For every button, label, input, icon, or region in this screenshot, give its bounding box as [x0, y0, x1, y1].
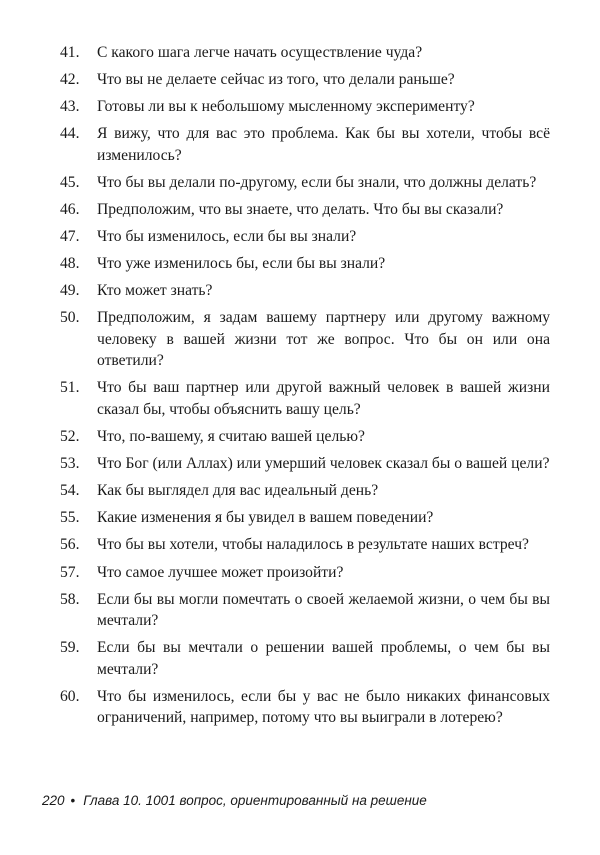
question-item	[60, 377, 550, 420]
footer-bullet: •	[70, 793, 76, 808]
question-text: Я вижу, что для вас это проблема. Как бы вы хотели, чтобы всё изменилось?	[97, 125, 550, 164]
question-number: 54.	[60, 482, 80, 500]
question-text: Что бы изменилось, если бы у вас не было никаких финансовых ограничений, например, потому что вы выиграли в лотерею?	[97, 687, 550, 727]
question-number: 42.	[60, 71, 80, 89]
question-text: Готовы ли вы к небольшому мысленному эксперименту?	[97, 98, 475, 116]
question-number: 55.	[60, 509, 80, 527]
question-item	[60, 507, 550, 529]
question-text: Если бы вы мечтали о решении вашей проблемы, о чем бы вы мечтали?	[97, 639, 550, 678]
question-item	[60, 253, 550, 275]
question-number: 52.	[60, 428, 80, 446]
question-item	[60, 172, 550, 194]
question-text: Что вы не делаете сейчас из того, что делали раньше?	[97, 71, 455, 89]
question-item	[60, 637, 550, 680]
question-text: Что Бог (или Аллах) или умерший человек сказал бы о вашей цели?	[97, 455, 550, 473]
question-item	[60, 42, 550, 64]
question-text: Что, по-вашему, я считаю вашей целью?	[97, 428, 365, 446]
chapter-title: Глава 10. 1001 вопрос, ориентированный на решение	[83, 793, 427, 808]
question-item	[60, 280, 550, 302]
question-number: 51.	[60, 379, 80, 397]
question-number: 60.	[60, 687, 80, 705]
question-text: Что бы изменилось, если бы вы знали?	[97, 228, 357, 246]
question-number: 57.	[60, 563, 80, 581]
question-number: 45.	[60, 173, 80, 191]
question-text: Если бы вы могли помечтать о своей желаемой жизни, о чем бы вы мечтали?	[97, 590, 550, 630]
question-number: 50.	[60, 309, 80, 327]
question-item	[60, 534, 550, 556]
question-text: Какие изменения я бы увидел в вашем поведении?	[97, 509, 434, 527]
question-text: Кто может знать?	[97, 282, 213, 300]
question-item	[60, 589, 550, 632]
question-item	[60, 480, 550, 502]
question-item	[60, 199, 550, 221]
question-number: 59.	[60, 639, 80, 657]
question-list	[60, 42, 550, 734]
question-text: Что бы ваш партнер или другой важный человек в вашей жизни сказал бы, чтобы объяснить вашу цель?	[97, 379, 550, 418]
question-text: Что уже изменилось бы, если бы вы знали?	[97, 255, 386, 273]
question-item	[60, 96, 550, 118]
question-number: 56.	[60, 536, 80, 554]
question-text: Что бы вы хотели, чтобы наладилось в результате наших встреч?	[97, 536, 529, 554]
question-item	[60, 226, 550, 248]
question-number: 49.	[60, 282, 80, 300]
question-item	[60, 686, 550, 729]
question-number: 47.	[60, 228, 80, 246]
question-number: 41.	[60, 44, 80, 61]
question-item	[60, 426, 550, 448]
page-number: 220	[42, 793, 65, 808]
question-item	[60, 307, 550, 372]
question-number: 44.	[60, 125, 80, 143]
question-text: Предположим, я задам вашему партнеру или другому важному человеку в вашей жизни тот же вопрос. Что бы он или она ответили?	[97, 309, 550, 370]
question-item	[60, 453, 550, 475]
question-number: 43.	[60, 98, 80, 116]
question-text: Что бы вы делали по-другому, если бы знали, что должны делать?	[97, 173, 537, 191]
question-number: 53.	[60, 455, 80, 473]
question-item	[60, 69, 550, 91]
question-text: Что самое лучшее может произойти?	[97, 563, 344, 581]
question-item	[60, 562, 550, 584]
page-footer	[42, 793, 427, 808]
question-item	[60, 123, 550, 166]
question-text: Предположим, что вы знаете, что делать. Что бы вы сказали?	[97, 200, 504, 218]
question-number: 48.	[60, 255, 80, 273]
question-text: Как бы выглядел для вас идеальный день?	[97, 482, 379, 500]
question-number: 46.	[60, 200, 80, 218]
question-text: С какого шага легче начать осуществление чуда?	[97, 44, 423, 61]
question-number: 58.	[60, 590, 80, 608]
